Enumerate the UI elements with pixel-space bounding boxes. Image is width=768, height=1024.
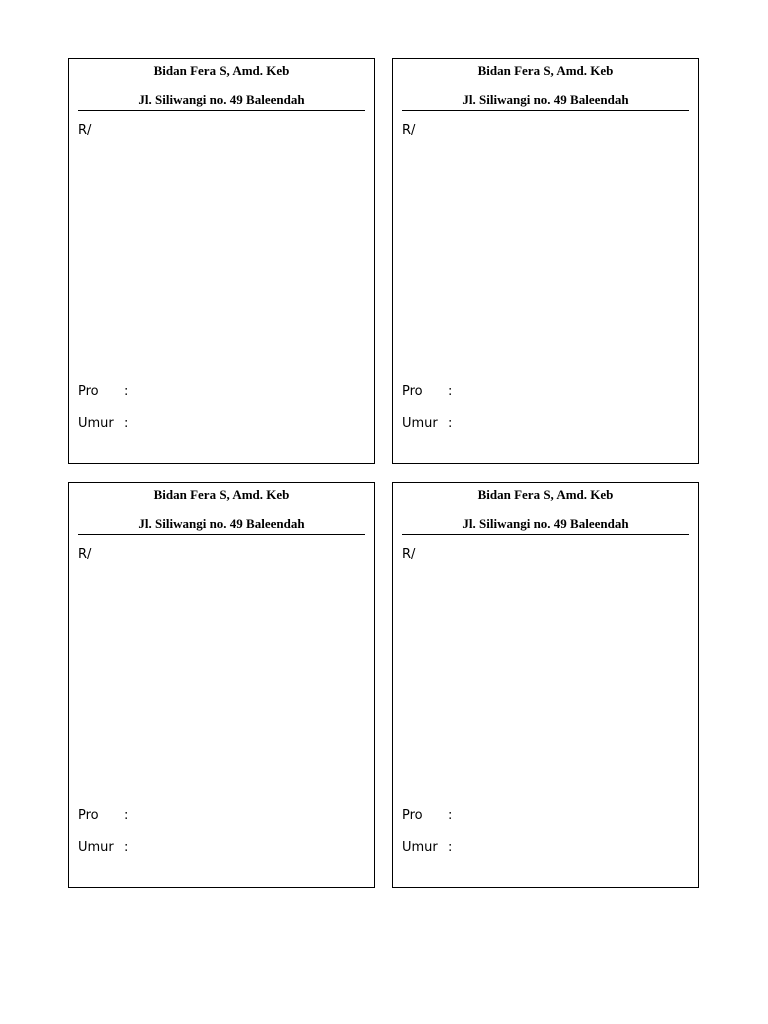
umur-label: Umur: [78, 840, 114, 855]
umur-field: [402, 840, 452, 855]
pro-field: [402, 384, 452, 399]
umur-colon: :: [448, 840, 453, 855]
pro-label: Pro: [402, 808, 423, 823]
umur-label: Umur: [402, 840, 438, 855]
pro-label: Pro: [402, 384, 423, 399]
pro-label: Pro: [78, 384, 99, 399]
umur-colon: :: [448, 416, 453, 431]
clinic-address: Jl. Siliwangi no. 49 Baleendah: [138, 516, 305, 531]
header-divider: [402, 110, 689, 111]
prescription-card-bottom-left: [68, 482, 375, 888]
clinic-address: Jl. Siliwangi no. 49 Baleendah: [462, 92, 629, 107]
rx-symbol: R/: [78, 123, 92, 138]
prescription-card-top-right: [392, 58, 699, 464]
umur-colon: :: [124, 416, 129, 431]
pro-field: [78, 808, 128, 823]
umur-colon: :: [124, 840, 129, 855]
prescription-card-bottom-right: [392, 482, 699, 888]
clinic-address: Jl. Siliwangi no. 49 Baleendah: [138, 92, 305, 107]
umur-field: [78, 840, 128, 855]
prescription-card-top-left: [68, 58, 375, 464]
rx-symbol: R/: [78, 547, 92, 562]
clinic-address: Jl. Siliwangi no. 49 Baleendah: [462, 516, 629, 531]
header-divider: [78, 110, 365, 111]
pro-colon: :: [124, 808, 129, 823]
pro-label: Pro: [78, 808, 99, 823]
pro-colon: :: [448, 808, 453, 823]
midwife-name: Bidan Fera S, Amd. Keb: [477, 487, 614, 502]
midwife-name: Bidan Fera S, Amd. Keb: [153, 63, 290, 78]
header-divider: [78, 534, 365, 535]
pro-colon: :: [124, 384, 129, 399]
umur-field: [78, 416, 128, 431]
header-divider: [402, 534, 689, 535]
umur-label: Umur: [78, 416, 114, 431]
pro-field: [78, 384, 128, 399]
umur-label: Umur: [402, 416, 438, 431]
midwife-name: Bidan Fera S, Amd. Keb: [477, 63, 614, 78]
pro-field: [402, 808, 452, 823]
umur-field: [402, 416, 452, 431]
pro-colon: :: [448, 384, 453, 399]
midwife-name: Bidan Fera S, Amd. Keb: [153, 487, 290, 502]
rx-symbol: R/: [402, 547, 416, 562]
rx-symbol: R/: [402, 123, 416, 138]
